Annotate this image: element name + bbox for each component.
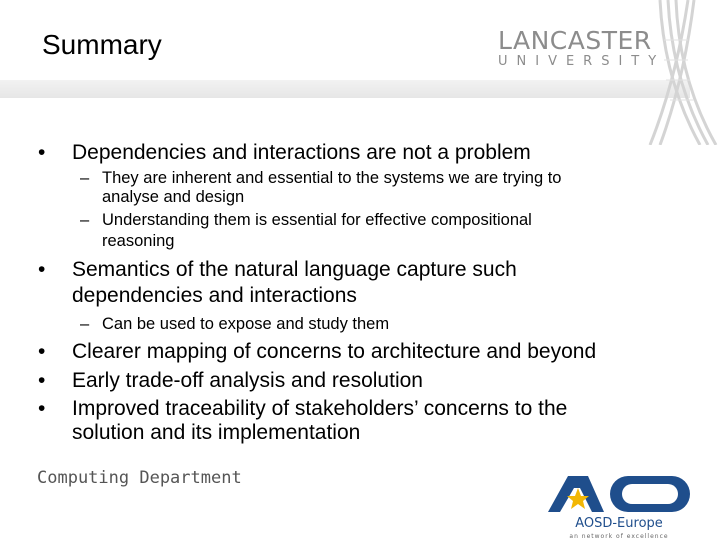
header-rule xyxy=(0,80,690,98)
sub-bullet-line: reasoning xyxy=(102,232,175,250)
bullet-dot: • xyxy=(38,258,46,281)
slide-title: Summary xyxy=(42,29,162,60)
sub-bullet-line: They are inherent and essential to the systems we are trying to xyxy=(102,169,562,187)
aosd-logo-tagline: an network of excellence xyxy=(569,533,669,540)
footer-department: Computing Department xyxy=(37,468,242,488)
bullet-dot: • xyxy=(38,369,46,392)
bullet-text: Dependencies and interactions are not a problem xyxy=(72,141,531,164)
bullet-line: Improved traceability of stakeholders’ concerns to the xyxy=(72,397,568,420)
bullet-line: dependencies and interactions xyxy=(72,284,357,307)
aosd-logo-name: AOSD-Europe xyxy=(575,516,663,531)
sub-bullet-dash: – xyxy=(80,169,90,187)
bullet-text: Early trade-off analysis and resolution xyxy=(72,369,423,392)
bullet-dot: • xyxy=(38,397,46,420)
sub-bullet-line: Can be used to expose and study them xyxy=(102,315,390,333)
logo-line-1: LANCASTER xyxy=(498,26,652,55)
bullet-dot: • xyxy=(38,340,46,363)
bullet-dot: • xyxy=(38,141,46,164)
bullet-line: Semantics of the natural language capture such xyxy=(72,258,517,281)
aosd-europe-logo xyxy=(538,470,698,540)
bullet-text: Clearer mapping of concerns to architecture and beyond xyxy=(72,340,597,363)
lancaster-spire-icon xyxy=(630,0,720,145)
logo-line-2: UNIVERSITY xyxy=(498,54,666,69)
sub-bullet-line: analyse and design xyxy=(102,188,245,206)
bullet-line: solution and its implementation xyxy=(72,421,361,444)
sub-bullet-dash: – xyxy=(80,211,90,229)
sub-bullet-dash: – xyxy=(80,315,90,333)
sub-bullet-line: Understanding them is essential for effective compositional xyxy=(102,211,532,229)
